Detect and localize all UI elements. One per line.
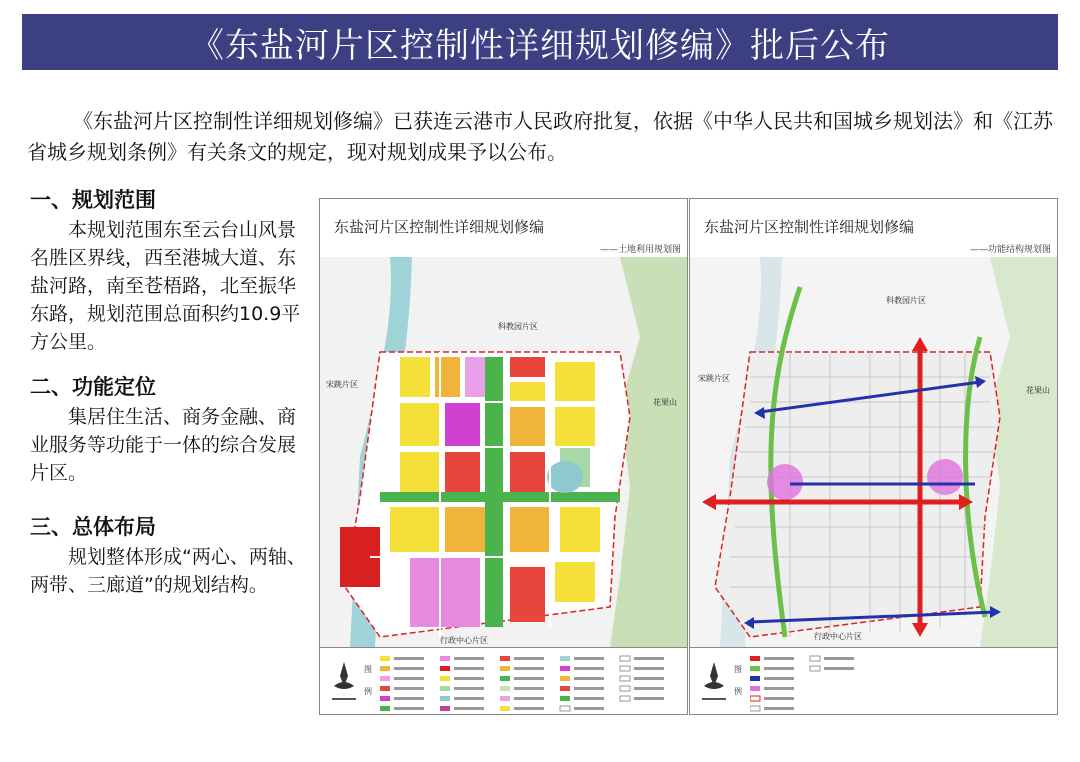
structure-map-title: 东盐河片区控制性详细规划修编 bbox=[704, 218, 915, 236]
legend-label-bottom: 例 bbox=[364, 687, 372, 696]
page-title: 《东盐河片区控制性详细规划修编》批后公布 bbox=[190, 25, 890, 66]
label-west-district: 宋跳片区 bbox=[698, 374, 730, 383]
planning-boundary bbox=[715, 352, 1000, 637]
legend-swatches bbox=[750, 654, 1050, 712]
structure-map bbox=[690, 257, 1057, 647]
section-title-layout: 三、总体布局 bbox=[30, 515, 156, 539]
legend-label-bottom: 例 bbox=[734, 687, 742, 696]
structure-map-graphic bbox=[690, 257, 1057, 647]
section-title-function: 二、功能定位 bbox=[30, 375, 156, 399]
legend-label-top: 图 bbox=[734, 665, 742, 674]
structure-legend bbox=[690, 647, 1057, 715]
west-center bbox=[767, 464, 803, 500]
label-south-district: 行政中心片区 bbox=[814, 632, 862, 641]
page-banner bbox=[22, 14, 1058, 70]
legend-swatches bbox=[380, 654, 680, 712]
land-use-map-panel bbox=[319, 198, 688, 715]
land-use-legend bbox=[320, 647, 687, 715]
legend-label-top: 图 bbox=[364, 665, 372, 674]
label-west-district: 宋跳片区 bbox=[326, 380, 358, 389]
label-north-district: 科教园片区 bbox=[886, 296, 926, 305]
label-east-mountain: 花果山 bbox=[653, 398, 677, 407]
section-body-function: 集居住生活、商务金融、商业服务等功能于一体的综合发展片区。 bbox=[30, 406, 297, 484]
section-body-scope: 本规划范围东至云台山风景名胜区界线，西至港城大道、东盐河路，南至苍梧路，北至振华东路，规划范围总面积约10.9平方公里。 bbox=[30, 219, 301, 353]
city-logo-icon bbox=[696, 656, 732, 708]
intro-paragraph: 《东盐河片区控制性详细规划修编》已获连云港市人民政府批复，依据《中华人民共和国城乡规划法》和《江苏省城乡规划条例》有关条文的规定，现对规划成果予以公布。 bbox=[27, 109, 1053, 164]
land-use-map-subtitle: ——土地利用规划图 bbox=[599, 245, 681, 255]
section-body-layout: 规划整体形成“两心、两轴、两带、三廊道”的规划结构。 bbox=[30, 546, 306, 596]
section-title-scope: 一、规划范围 bbox=[30, 188, 156, 212]
east-center bbox=[927, 459, 963, 495]
structure-map-panel bbox=[689, 198, 1058, 715]
label-east-mountain: 花果山 bbox=[1026, 386, 1050, 395]
city-logo-icon bbox=[326, 656, 362, 708]
structure-map-subtitle: ——功能结构规划图 bbox=[969, 245, 1051, 255]
land-use-map bbox=[320, 257, 687, 647]
label-south-district: 行政中心片区 bbox=[440, 636, 488, 645]
land-use-map-graphic bbox=[320, 257, 687, 647]
label-north-district: 科教园片区 bbox=[498, 322, 538, 331]
land-use-map-title: 东盐河片区控制性详细规划修编 bbox=[334, 218, 545, 236]
